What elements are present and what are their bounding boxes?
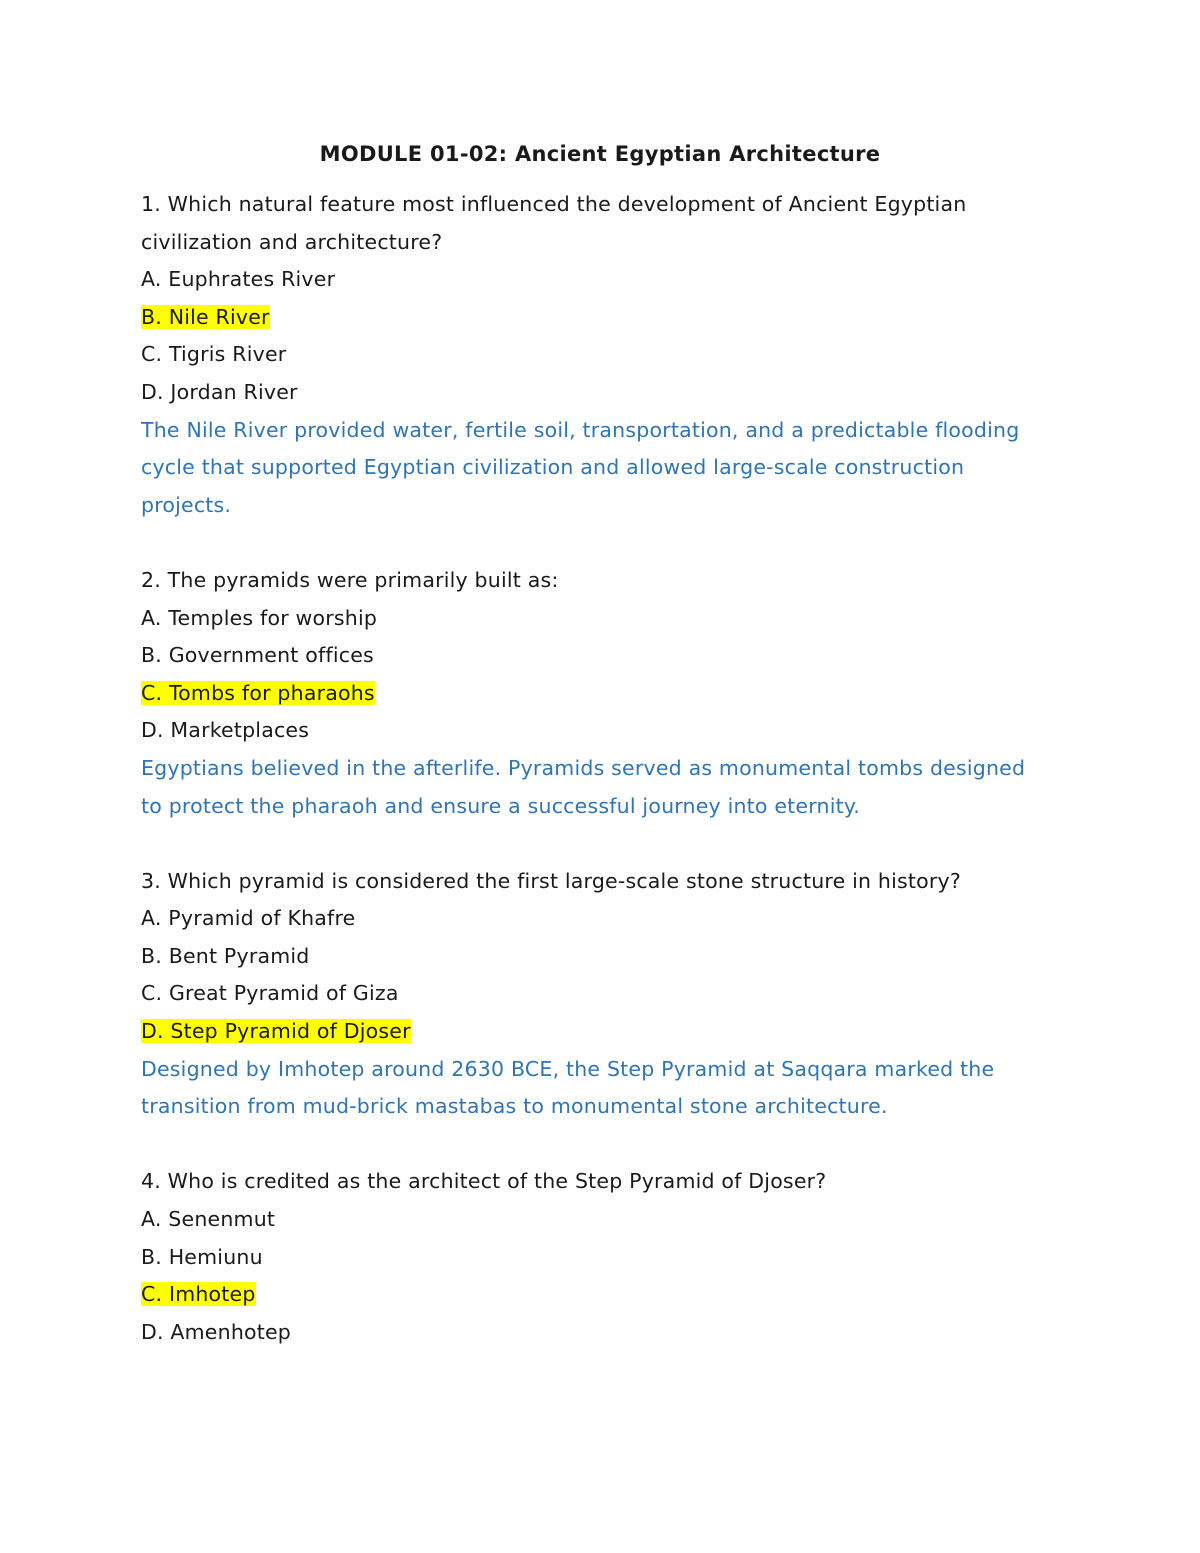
quiz-content [141, 186, 1071, 1351]
answer-option [141, 938, 1071, 976]
explanation-text: to protect the pharaoh and ensure a successful journey into eternity. [141, 793, 860, 818]
question-block [141, 1163, 1071, 1351]
option-text: A. Senenmut [141, 1207, 276, 1232]
highlighted-answer: D. Step Pyramid of Djoser [141, 1019, 411, 1044]
page-title: MODULE 01-02: Ancient Egyptian Architecture [319, 142, 881, 166]
option-text: D. Jordan River [141, 379, 298, 404]
question-text: civilization and architecture? [141, 229, 443, 254]
correct-answer-option [141, 299, 1071, 337]
answer-option [141, 261, 1071, 299]
explanation-text: transition from mud-brick mastabas to monumental stone architecture. [141, 1094, 888, 1119]
explanation-text: projects. [141, 492, 232, 517]
answer-option [141, 1314, 1071, 1352]
option-text: D. Marketplaces [141, 718, 310, 743]
correct-answer-option [141, 1013, 1071, 1051]
answer-option [141, 637, 1071, 675]
option-text: C. Tigris River [141, 342, 287, 367]
answer-option [141, 1201, 1071, 1239]
option-text: B. Bent Pyramid [141, 943, 310, 968]
highlighted-answer: C. Imhotep [141, 1282, 256, 1307]
question-block [141, 186, 1071, 524]
answer-option [141, 600, 1071, 638]
option-text: D. Amenhotep [141, 1319, 292, 1344]
answer-option [141, 900, 1071, 938]
question-text: 1. Which natural feature most influenced the development of Ancient Egyptian [141, 192, 967, 216]
option-text: A. Pyramid of Khafre [141, 906, 356, 931]
question-text: 3. Which pyramid is considered the first large-scale stone structure in history? [141, 868, 961, 893]
answer-option [141, 374, 1071, 412]
question-block [141, 562, 1071, 825]
option-text: C. Great Pyramid of Giza [141, 981, 399, 1006]
answer-option [141, 975, 1071, 1013]
answer-option [141, 336, 1071, 374]
answer-option [141, 712, 1071, 750]
answer-option [141, 1239, 1071, 1277]
option-text: B. Hemiunu [141, 1244, 263, 1269]
option-text: A. Temples for worship [141, 605, 378, 630]
highlighted-answer: C. Tombs for pharaohs [141, 680, 375, 705]
explanation-text: Designed by Imhotep around 2630 BCE, the Step Pyramid at Saqqara marked the [141, 1056, 995, 1081]
question-text: 2. The pyramids were primarily built as: [141, 567, 559, 592]
explanation-text: cycle that supported Egyptian civilization and allowed large-scale construction [141, 455, 965, 480]
question-block [141, 863, 1071, 1126]
option-text: B. Government offices [141, 643, 374, 668]
option-text: A. Euphrates River [141, 267, 336, 292]
correct-answer-option [141, 675, 1071, 713]
paragraph-gap [141, 1126, 1071, 1164]
explanation-text: The Nile River provided water, fertile soil, transportation, and a predictable flooding [141, 417, 1020, 442]
question-text: 4. Who is credited as the architect of the Step Pyramid of Djoser? [141, 1169, 827, 1194]
explanation-text: Egyptians believed in the afterlife. Pyramids served as monumental tombs designed [141, 755, 1026, 780]
paragraph-gap [141, 825, 1071, 863]
paragraph-gap [141, 524, 1071, 562]
correct-answer-option [141, 1276, 1071, 1314]
highlighted-answer: B. Nile River [141, 304, 270, 329]
